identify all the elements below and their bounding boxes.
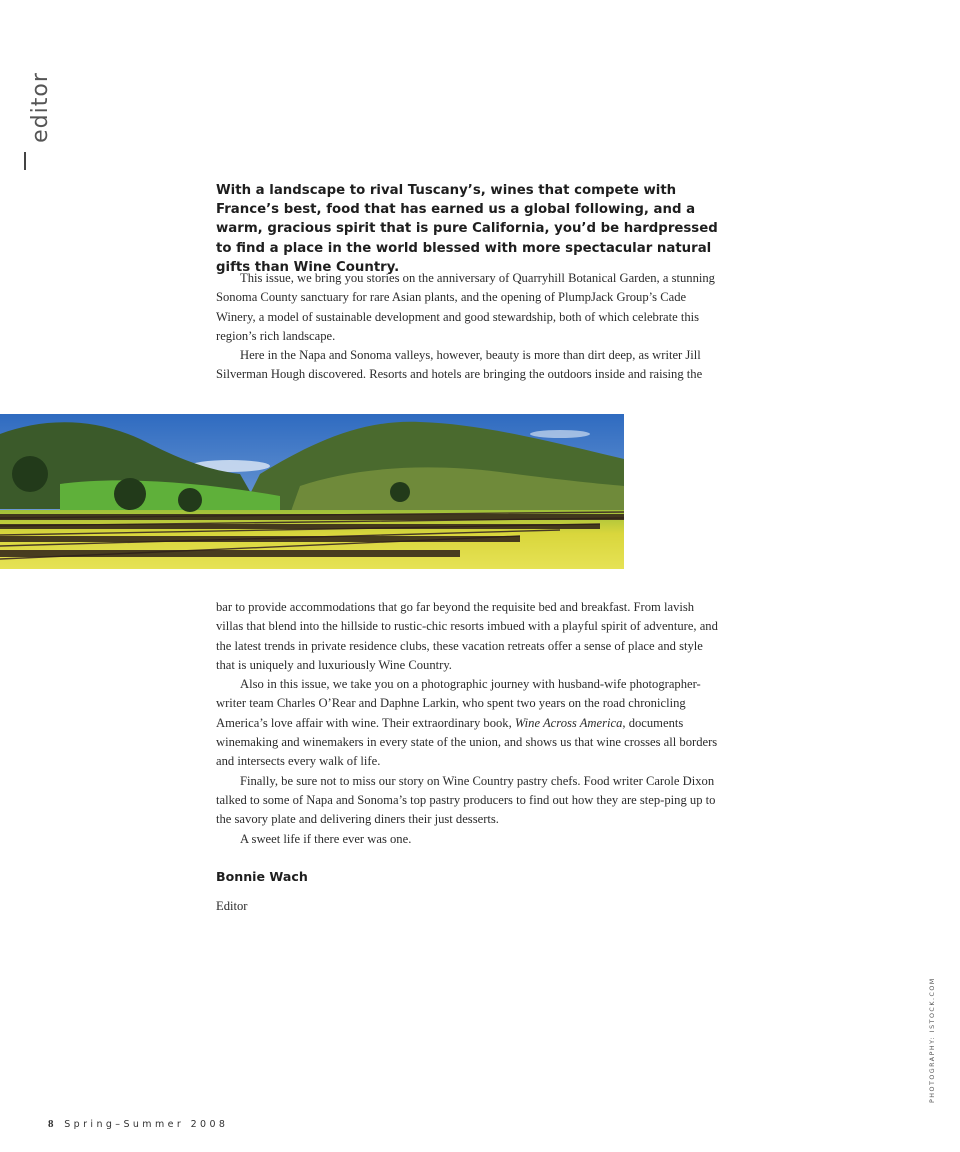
page-number: 8 [48,1118,54,1130]
section-label: editor [27,72,53,143]
body-paragraph: A sweet life if there ever was one. [240,831,412,846]
vineyard-photo [0,414,624,569]
body-text-top [216,269,724,385]
editor-title: Editor [216,899,248,913]
intro-paragraph: With a landscape to rival Tuscany’s, wines that compete with France’s best, food that has earned us a global following, and a warm, gracious spirit that is pure California, you’d be hardpressed to find a place in the world blessed with more spectacular natural gifts than Wine Country. [216,183,718,275]
body-paragraph: bar to provide accommodations that go far beyond the requisite bed and breakfast. From lavish villas that blend into the hillside to rustic-chic resorts imbued with a playful spirit of adventure, and the latest trends in private residence clubs, these vacation retreats offer a sense of place and style that is uniquely and luxuriously Wine Country. [216,600,718,672]
folio [48,1118,228,1130]
body-text-run: Also in this issue, we take you on a photographic journey with husband-wife photographer-writer team Charles O’Rear and Daphne Larkin, who spent two years on the road chronicling America’s love affair with wine. Their extraordinary book, [216,677,701,730]
body-text-run: , documents winemaking and winemakers in every state of the union, and shows us that wine crosses all borders and intersects every walk of life. [216,715,718,769]
section-marker [24,152,26,170]
body-paragraph [216,675,724,771]
body-paragraph: Finally, be sure not to miss our story on Wine Country pastry chefs. Food writer Carole Dixon talked to some of Napa and Sonoma’s top pastry producers to find out how they are step-ping up to the savory plate and delivering diners their just desserts. [216,773,716,827]
body-paragraph: Here in the Napa and Sonoma valleys, however, beauty is more than dirt deep, as writer Jill Silverman Hough discovered. Resorts and hotels are bringing the outdoors inside and raising the [216,348,703,382]
photo-credit: PHOTOGRAPHY: ISTOCK.COM [929,977,936,1103]
section-tab [10,40,53,143]
issue-date: Spring–Summer 2008 [64,1119,229,1130]
body-paragraph: This issue, we bring you stories on the anniversary of Quarryhill Botanical Garden, a stunning Sonoma County sanctuary for rare Asian plants, and the opening of PlumpJack Group’s Cade Winery, a model of sustainable development and good stewardship, both of which celebrate this region’s rich landscape. [216,271,715,343]
body-text-bottom [216,598,724,849]
book-title: Wine Across America [514,715,623,730]
editor-name: Bonnie Wach [216,869,308,884]
